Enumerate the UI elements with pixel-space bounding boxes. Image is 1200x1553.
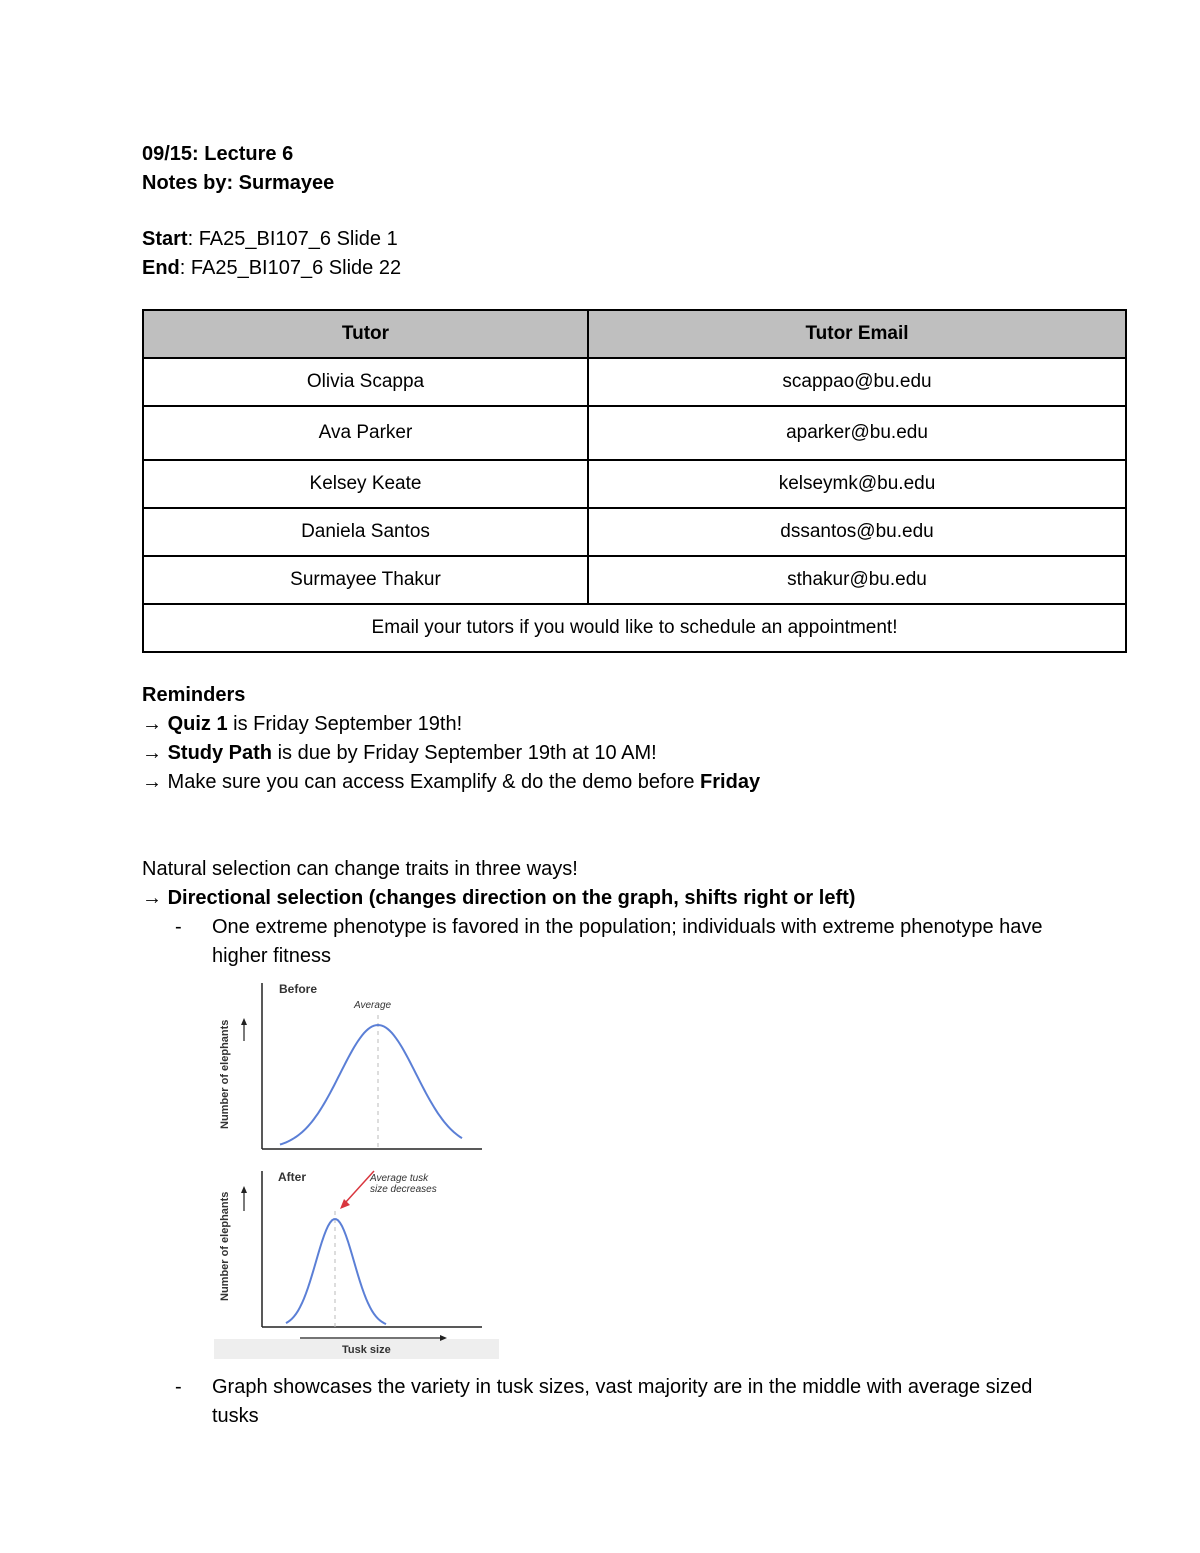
table-row — [143, 406, 1126, 460]
list-item — [142, 1373, 1072, 1431]
table-row — [143, 508, 1126, 556]
bullet-text: Graph showcases the variety in tusk sizes, vast majority are in the middle with average sized tusks — [212, 1376, 1033, 1427]
reminder-item — [142, 739, 1127, 768]
lecture-title: 09/15: Lecture 6 — [142, 143, 294, 165]
arrow-icon: → — [142, 771, 162, 793]
directional-heading — [142, 884, 1127, 913]
table-row — [143, 556, 1126, 604]
email-column-header: Tutor Email — [588, 310, 1126, 358]
annotation-line-1: Average tusk — [370, 1173, 429, 1184]
reminder-bold: Quiz 1 — [167, 713, 228, 735]
tutor-email: kelseymk@bu.edu — [588, 460, 1126, 508]
appointment-note: Email your tutors if you would like to schedule an appointment! — [143, 604, 1126, 652]
list-item — [142, 913, 1072, 971]
reminder-item — [142, 768, 1127, 797]
dash-icon: - — [175, 1376, 182, 1398]
table-footer-row — [143, 604, 1126, 652]
dash-icon: - — [175, 916, 182, 938]
reminders-heading: Reminders — [142, 684, 246, 706]
table-row — [143, 358, 1126, 406]
reminders-section — [142, 681, 1127, 797]
end-label: End — [142, 257, 180, 279]
directional-heading-text: Directional selection (changes direction on the graph, shifts right or left) — [167, 887, 856, 909]
start-value: : FA25_BI107_6 Slide 1 — [187, 228, 398, 250]
tutor-column-header: Tutor — [143, 310, 588, 358]
directional-selection-figure — [214, 979, 499, 1359]
end-line — [142, 254, 1127, 283]
reminder-bold: Friday — [700, 771, 761, 793]
arrow-icon: → — [142, 713, 162, 735]
tutor-name: Kelsey Keate — [143, 460, 588, 508]
before-y-axis-label: Number of elephants — [219, 1019, 231, 1129]
tutor-name: Daniela Santos — [143, 508, 588, 556]
tutor-name: Ava Parker — [143, 406, 588, 460]
start-line — [142, 225, 1127, 254]
before-label: Before — [279, 982, 318, 996]
tusk-size-graph — [214, 979, 499, 1359]
document-page — [142, 140, 1127, 1431]
after-y-axis-label: Number of elephants — [219, 1191, 231, 1301]
tutor-table — [142, 309, 1127, 653]
arrow-icon: → — [142, 742, 162, 764]
start-label: Start — [142, 228, 188, 250]
notes-by: Notes by: Surmayee — [142, 172, 335, 194]
bullet-text: One extreme phenotype is favored in the population; individuals with extreme phenotype have higher fitness — [212, 916, 1043, 967]
after-label: After — [278, 1170, 307, 1184]
tutor-name: Olivia Scappa — [143, 358, 588, 406]
natural-selection-section — [142, 855, 1127, 1431]
tutor-email: sthakur@bu.edu — [588, 556, 1126, 604]
reminder-text: is due by Friday September 19th at 10 AM! — [272, 742, 657, 764]
tutor-email: scappao@bu.edu — [588, 358, 1126, 406]
reminder-text: Make sure you can access Examplify & do the demo before — [162, 771, 701, 793]
x-axis-label: Tusk size — [342, 1344, 391, 1356]
arrow-icon: → — [142, 887, 162, 909]
tutor-email: dssantos@bu.edu — [588, 508, 1126, 556]
tutor-name: Surmayee Thakur — [143, 556, 588, 604]
annotation-line-2: size decreases — [370, 1184, 437, 1195]
selection-intro: Natural selection can change traits in three ways! — [142, 858, 578, 880]
tutor-table-header — [143, 310, 1126, 358]
reminder-text: is Friday September 19th! — [227, 713, 463, 735]
tutor-email: aparker@bu.edu — [588, 406, 1126, 460]
reminder-item — [142, 710, 1127, 739]
average-label: Average — [354, 1000, 392, 1011]
table-row — [143, 460, 1126, 508]
end-value: : FA25_BI107_6 Slide 22 — [179, 257, 402, 279]
reminder-bold: Study Path — [167, 742, 273, 764]
